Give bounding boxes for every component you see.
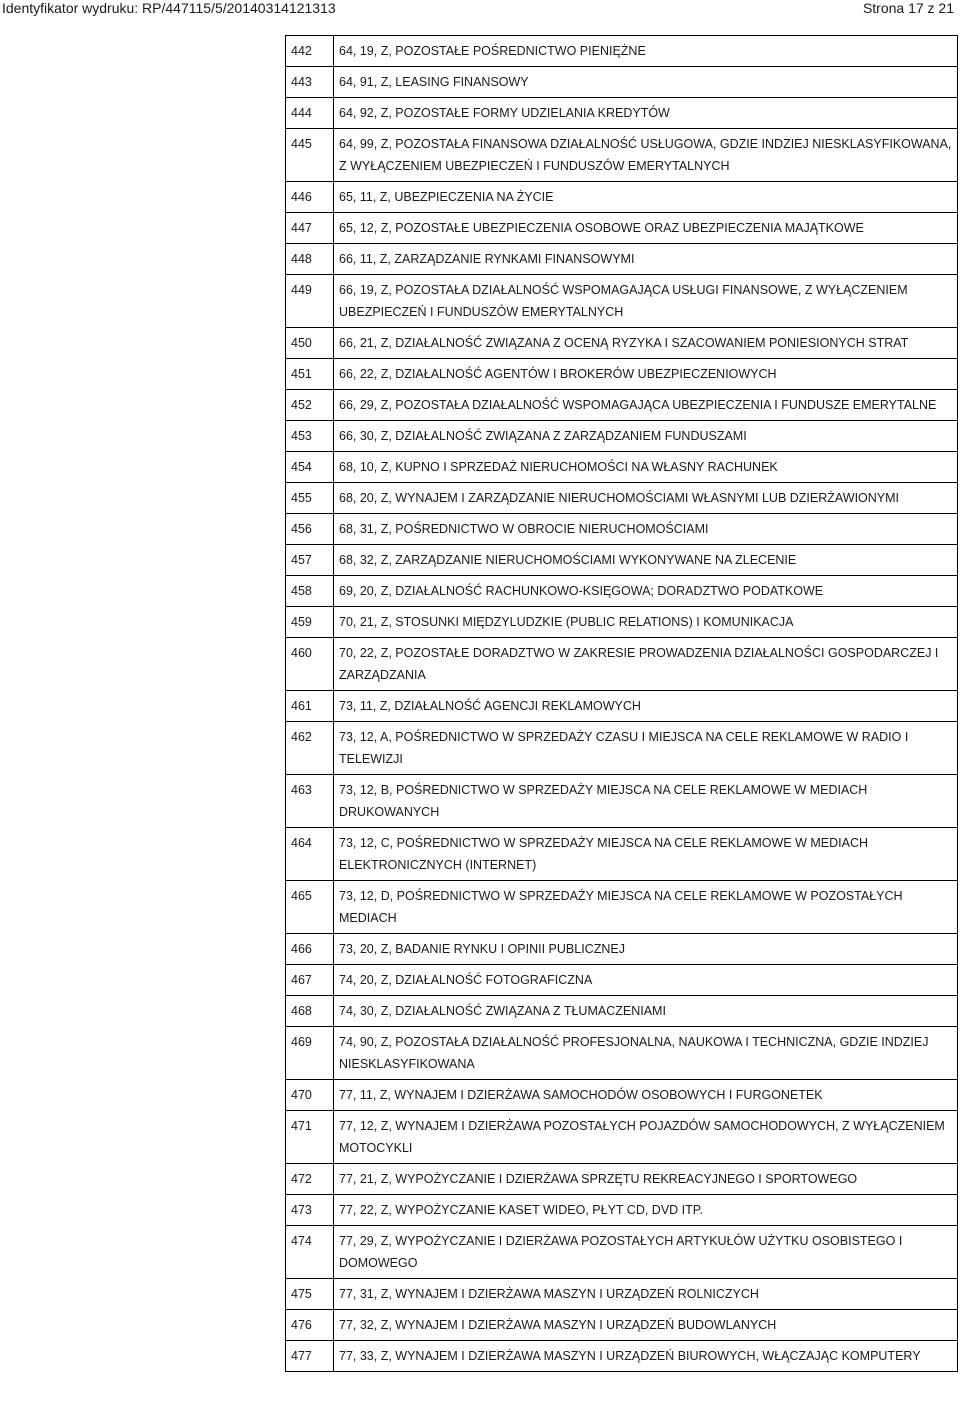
table-row xyxy=(286,452,958,483)
activity-description: 66, 21, Z, DZIAŁALNOŚĆ ZWIĄZANA Z OCENĄ RYZYKA I SZACOWANIEM PONIESIONYCH STRAT xyxy=(334,328,958,359)
row-number: 460 xyxy=(286,638,334,691)
row-number: 445 xyxy=(286,129,334,182)
activity-description: 70, 21, Z, STOSUNKI MIĘDZYLUDZKIE (PUBLIC RELATIONS) I KOMUNIKACJA xyxy=(334,607,958,638)
activity-description: 77, 11, Z, WYNAJEM I DZIERŻAWA SAMOCHODÓW OSOBOWYCH I FURGONETEK xyxy=(334,1080,958,1111)
activity-description: 66, 19, Z, POZOSTAŁA DZIAŁALNOŚĆ WSPOMAGAJĄCA USŁUGI FINANSOWE, Z WYŁĄCZENIEM UBEZPIECZEŃ I FUNDUSZÓW EMERYTALNYCH xyxy=(334,275,958,328)
activity-description: 68, 20, Z, WYNAJEM I ZARZĄDZANIE NIERUCHOMOŚCIAMI WŁASNYMI LUB DZIERŻAWIONYMI xyxy=(334,483,958,514)
table-row xyxy=(286,390,958,421)
table-row xyxy=(286,576,958,607)
row-number: 450 xyxy=(286,328,334,359)
table-row xyxy=(286,421,958,452)
row-number: 476 xyxy=(286,1310,334,1341)
row-number: 447 xyxy=(286,213,334,244)
activity-description: 73, 12, A, POŚREDNICTWO W SPRZEDAŻY CZASU I MIEJSCA NA CELE REKLAMOWE W RADIO I TELEWIZJI xyxy=(334,722,958,775)
activity-description: 66, 22, Z, DZIAŁALNOŚĆ AGENTÓW I BROKERÓW UBEZPIECZENIOWYCH xyxy=(334,359,958,390)
table-row xyxy=(286,36,958,67)
table-row xyxy=(286,1164,958,1195)
row-number: 459 xyxy=(286,607,334,638)
activity-description: 64, 92, Z, POZOSTAŁE FORMY UDZIELANIA KREDYTÓW xyxy=(334,98,958,129)
row-number: 477 xyxy=(286,1341,334,1372)
activity-description: 70, 22, Z, POZOSTAŁE DORADZTWO W ZAKRESIE PROWADZENIA DZIAŁALNOŚCI GOSPODARCZEJ I ZARZĄDZANIA xyxy=(334,638,958,691)
row-number: 464 xyxy=(286,828,334,881)
row-number: 452 xyxy=(286,390,334,421)
activity-description: 74, 90, Z, POZOSTAŁA DZIAŁALNOŚĆ PROFESJONALNA, NAUKOWA I TECHNICZNA, GDZIE INDZIEJ NIESKLASYFIKOWANA xyxy=(334,1027,958,1080)
table-row xyxy=(286,691,958,722)
activity-description: 69, 20, Z, DZIAŁALNOŚĆ RACHUNKOWO-KSIĘGOWA; DORADZTWO PODATKOWE xyxy=(334,576,958,607)
table-row xyxy=(286,775,958,828)
table-row xyxy=(286,607,958,638)
row-number: 457 xyxy=(286,545,334,576)
table-row xyxy=(286,1279,958,1310)
table-row xyxy=(286,182,958,213)
row-number: 474 xyxy=(286,1226,334,1279)
table-row xyxy=(286,483,958,514)
table-row xyxy=(286,722,958,775)
table-row xyxy=(286,881,958,934)
row-number: 448 xyxy=(286,244,334,275)
table-row xyxy=(286,965,958,996)
activity-description: 66, 29, Z, POZOSTAŁA DZIAŁALNOŚĆ WSPOMAGAJĄCA UBEZPIECZENIA I FUNDUSZE EMERYTALNE xyxy=(334,390,958,421)
activity-description: 74, 20, Z, DZIAŁALNOŚĆ FOTOGRAFICZNA xyxy=(334,965,958,996)
activity-description: 73, 11, Z, DZIAŁALNOŚĆ AGENCJI REKLAMOWYCH xyxy=(334,691,958,722)
row-number: 442 xyxy=(286,36,334,67)
row-number: 446 xyxy=(286,182,334,213)
activity-description: 66, 11, Z, ZARZĄDZANIE RYNKAMI FINANSOWYMI xyxy=(334,244,958,275)
table-row xyxy=(286,996,958,1027)
row-number: 461 xyxy=(286,691,334,722)
row-number: 463 xyxy=(286,775,334,828)
table-row xyxy=(286,1111,958,1164)
activity-description: 68, 32, Z, ZARZĄDZANIE NIERUCHOMOŚCIAMI WYKONYWANE NA ZLECENIE xyxy=(334,545,958,576)
table-row xyxy=(286,934,958,965)
table-row xyxy=(286,1080,958,1111)
row-number: 458 xyxy=(286,576,334,607)
activity-description: 66, 30, Z, DZIAŁALNOŚĆ ZWIĄZANA Z ZARZĄDZANIEM FUNDUSZAMI xyxy=(334,421,958,452)
activity-description: 64, 19, Z, POZOSTAŁE POŚREDNICTWO PIENIĘŻNE xyxy=(334,36,958,67)
table-row xyxy=(286,638,958,691)
row-number: 473 xyxy=(286,1195,334,1226)
table-row xyxy=(286,828,958,881)
activity-description: 65, 11, Z, UBEZPIECZENIA NA ŻYCIE xyxy=(334,182,958,213)
table-row xyxy=(286,275,958,328)
page-header xyxy=(0,0,960,22)
activity-description: 68, 10, Z, KUPNO I SPRZEDAŻ NIERUCHOMOŚCI NA WŁASNY RACHUNEK xyxy=(334,452,958,483)
activity-description: 77, 31, Z, WYNAJEM I DZIERŻAWA MASZYN I URZĄDZEŃ ROLNICZYCH xyxy=(334,1279,958,1310)
row-number: 455 xyxy=(286,483,334,514)
activity-description: 64, 91, Z, LEASING FINANSOWY xyxy=(334,67,958,98)
row-number: 468 xyxy=(286,996,334,1027)
table-body xyxy=(286,36,958,1372)
table-row xyxy=(286,67,958,98)
activity-description: 73, 20, Z, BADANIE RYNKU I OPINII PUBLICZNEJ xyxy=(334,934,958,965)
table-row xyxy=(286,1195,958,1226)
table-row xyxy=(286,213,958,244)
row-number: 475 xyxy=(286,1279,334,1310)
activity-description: 77, 21, Z, WYPOŻYCZANIE I DZIERŻAWA SPRZĘTU REKREACYJNEGO I SPORTOWEGO xyxy=(334,1164,958,1195)
table-row xyxy=(286,1027,958,1080)
table-row xyxy=(286,1226,958,1279)
activity-description: 73, 12, C, POŚREDNICTWO W SPRZEDAŻY MIEJSCA NA CELE REKLAMOWE W MEDIACH ELEKTRONICZNYCH (INTERNET) xyxy=(334,828,958,881)
row-number: 443 xyxy=(286,67,334,98)
table-row xyxy=(286,129,958,182)
row-number: 454 xyxy=(286,452,334,483)
activity-description: 77, 32, Z, WYNAJEM I DZIERŻAWA MASZYN I URZĄDZEŃ BUDOWLANYCH xyxy=(334,1310,958,1341)
table-row xyxy=(286,244,958,275)
table-row xyxy=(286,98,958,129)
row-number: 466 xyxy=(286,934,334,965)
activity-description: 73, 12, B, POŚREDNICTWO W SPRZEDAŻY MIEJSCA NA CELE REKLAMOWE W MEDIACH DRUKOWANYCH xyxy=(334,775,958,828)
activity-description: 68, 31, Z, POŚREDNICTWO W OBROCIE NIERUCHOMOŚCIAMI xyxy=(334,514,958,545)
row-number: 449 xyxy=(286,275,334,328)
row-number: 444 xyxy=(286,98,334,129)
print-identifier: Identyfikator wydruku: RP/447115/5/20140314121313 xyxy=(2,0,336,16)
row-number: 456 xyxy=(286,514,334,545)
activity-description: 64, 99, Z, POZOSTAŁA FINANSOWA DZIAŁALNOŚĆ USŁUGOWA, GDZIE INDZIEJ NIESKLASYFIKOWANA, Z WYŁĄCZENIEM UBEZPIECZEŃ I FUNDUSZÓW EMERYTALNYCH xyxy=(334,129,958,182)
row-number: 467 xyxy=(286,965,334,996)
page-number: Strona 17 z 21 xyxy=(862,0,954,16)
row-number: 472 xyxy=(286,1164,334,1195)
table-row xyxy=(286,1341,958,1372)
row-number: 462 xyxy=(286,722,334,775)
activity-description: 74, 30, Z, DZIAŁALNOŚĆ ZWIĄZANA Z TŁUMACZENIAMI xyxy=(334,996,958,1027)
activity-description: 77, 29, Z, WYPOŻYCZANIE I DZIERŻAWA POZOSTAŁYCH ARTYKUŁÓW UŻYTKU OSOBISTEGO I DOMOWEGO xyxy=(334,1226,958,1279)
row-number: 470 xyxy=(286,1080,334,1111)
row-number: 469 xyxy=(286,1027,334,1080)
activity-description: 65, 12, Z, POZOSTAŁE UBEZPIECZENIA OSOBOWE ORAZ UBEZPIECZENIA MAJĄTKOWE xyxy=(334,213,958,244)
activity-codes-table xyxy=(285,35,958,1372)
activity-description: 77, 12, Z, WYNAJEM I DZIERŻAWA POZOSTAŁYCH POJAZDÓW SAMOCHODOWYCH, Z WYŁĄCZENIEM MOTOCYKLI xyxy=(334,1111,958,1164)
row-number: 471 xyxy=(286,1111,334,1164)
row-number: 465 xyxy=(286,881,334,934)
activity-description: 77, 33, Z, WYNAJEM I DZIERŻAWA MASZYN I URZĄDZEŃ BIUROWYCH, WŁĄCZAJĄC KOMPUTERY xyxy=(334,1341,958,1372)
row-number: 451 xyxy=(286,359,334,390)
table-row xyxy=(286,514,958,545)
table-row xyxy=(286,359,958,390)
table-row xyxy=(286,1310,958,1341)
table-row xyxy=(286,545,958,576)
table-row xyxy=(286,328,958,359)
activity-description: 73, 12, D, POŚREDNICTWO W SPRZEDAŻY MIEJSCA NA CELE REKLAMOWE W POZOSTAŁYCH MEDIACH xyxy=(334,881,958,934)
activity-description: 77, 22, Z, WYPOŻYCZANIE KASET WIDEO, PŁYT CD, DVD ITP. xyxy=(334,1195,958,1226)
row-number: 453 xyxy=(286,421,334,452)
